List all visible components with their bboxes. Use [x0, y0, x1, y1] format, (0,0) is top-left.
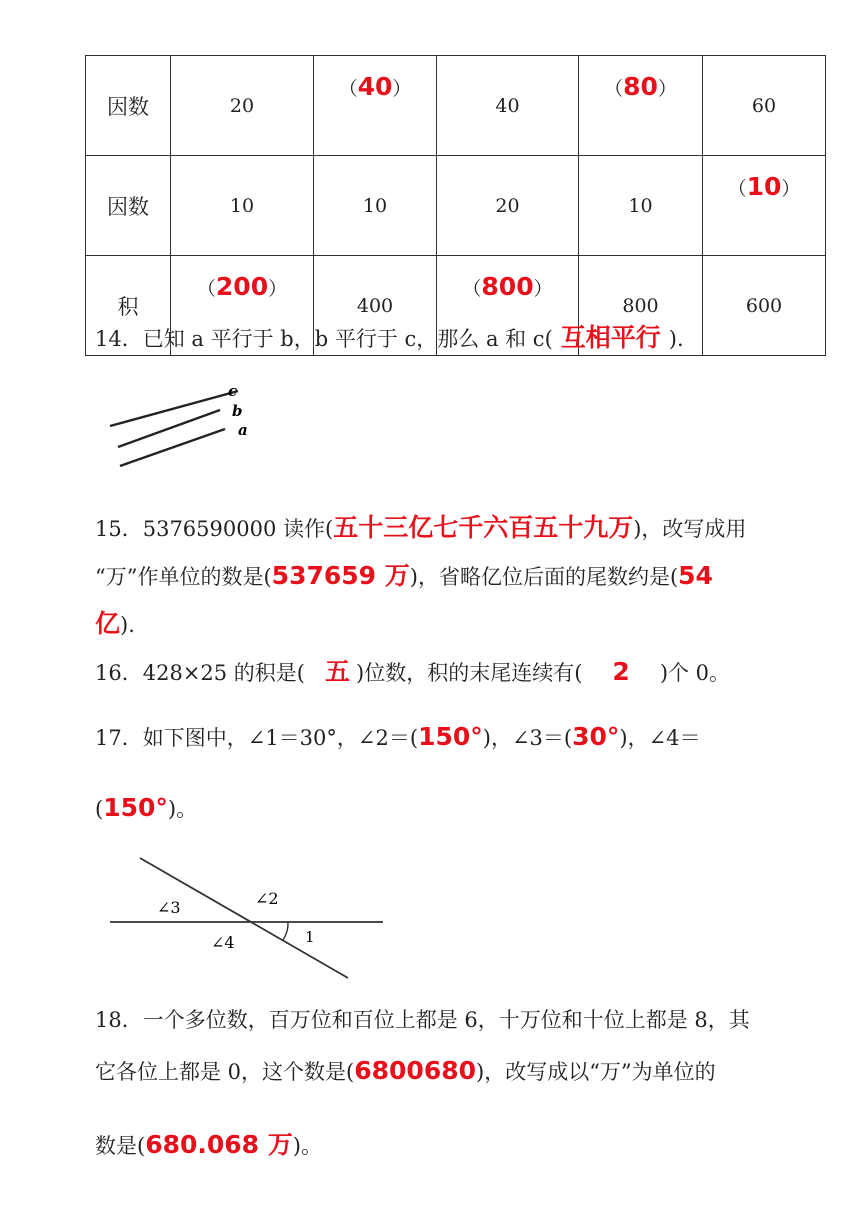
- q16-answer-digits: 五: [325, 657, 351, 686]
- label-a: a: [238, 421, 248, 439]
- q17-mid2: )，∠4＝: [619, 726, 701, 750]
- answer-value: 80: [623, 72, 658, 101]
- table-cell: [579, 56, 703, 156]
- table-cell: 40: [437, 56, 579, 156]
- q15-line2-prefix: “万”作单位的数是(: [95, 565, 272, 589]
- intersecting-lines-figure: [105, 852, 395, 987]
- q18-line2-prefix: 它各位上都是 0，这个数是(: [95, 1060, 355, 1084]
- factor-product-table: [85, 55, 826, 356]
- close-paren: ）: [533, 278, 553, 300]
- row-label: 因数: [86, 156, 171, 256]
- row-label: 因数: [86, 56, 171, 156]
- open-paren: （: [338, 78, 358, 100]
- question-14: [95, 318, 684, 354]
- table-cell: 20: [437, 156, 579, 256]
- q15-line3-suffix: ).: [120, 613, 135, 637]
- table-cell: 800: [579, 256, 703, 356]
- close-paren: ）: [781, 178, 801, 200]
- q15-suffix: )，改写成用: [633, 517, 747, 541]
- q14-answer: 互相平行: [560, 323, 661, 352]
- q16-answer-zeros: 2: [612, 657, 630, 686]
- table-cell: [703, 156, 826, 256]
- table-cell: 20: [171, 56, 314, 156]
- q14-suffix: ).: [668, 327, 684, 351]
- answer-value: 200: [215, 272, 269, 301]
- table-cell: [314, 56, 437, 156]
- answer-value: 800: [481, 272, 534, 301]
- angle4-label: ∠4: [211, 933, 235, 952]
- q15-prefix: 15．5376590000 读作(: [95, 517, 334, 541]
- question-15-line-3: [95, 604, 135, 640]
- table-cell: 10: [314, 156, 437, 256]
- close-paren: ）: [657, 78, 677, 100]
- open-paren: （: [196, 278, 216, 300]
- q18-answer-number: 6800680: [354, 1056, 476, 1085]
- table-row: [86, 56, 826, 156]
- q15-answer-wan: 537659 万: [271, 561, 410, 590]
- question-18-line-3: [95, 1125, 322, 1161]
- close-paren: ）: [392, 78, 412, 100]
- open-paren: （: [604, 78, 624, 100]
- question-18-line-2: [95, 1056, 716, 1086]
- label-b: b: [232, 402, 243, 420]
- q15-answer-yi: 亿: [95, 609, 121, 638]
- q17-mid1: )，∠3＝(: [482, 726, 573, 750]
- q17-answer-angle3: 30°: [572, 722, 620, 751]
- angle3-label: ∠3: [157, 898, 181, 917]
- row-label: 积: [86, 256, 171, 356]
- question-16: [95, 652, 730, 688]
- table-cell: 10: [579, 156, 703, 256]
- question-18-line-1: [95, 1004, 750, 1034]
- q18-line1: 18．一个多位数，百万位和百位上都是 6，十万位和十位上都是 8，其: [95, 1008, 750, 1032]
- q17-prefix: 17．如下图中，∠1＝30°，∠2＝(: [95, 726, 419, 750]
- answer-value: 10: [746, 172, 782, 201]
- answer-value: 40: [357, 72, 393, 101]
- q15-line2-mid: )，省略亿位后面的尾数约是(: [409, 565, 679, 589]
- q16-prefix: 16．428×25 的积是(: [95, 661, 305, 685]
- q16-mid: )位数，积的末尾连续有(: [356, 661, 583, 685]
- q18-line3-suffix: )。: [292, 1134, 322, 1158]
- table-cell: 60: [703, 56, 826, 156]
- open-paren: （: [727, 178, 747, 200]
- angle2-label: ∠2: [255, 889, 279, 908]
- q15-answer-yi-number: 54: [678, 561, 713, 590]
- q18-answer-wan: 680.068 万: [145, 1130, 293, 1159]
- close-paren: ）: [268, 278, 288, 300]
- open-paren: （: [462, 278, 482, 300]
- q16-suffix: )个 0。: [659, 661, 731, 685]
- q18-line2-suffix: )，改写成以“万”为单位的: [476, 1060, 716, 1084]
- q15-answer-reading: 五十三亿七千六百五十九万: [333, 513, 634, 542]
- parallel-lines-figure: [100, 380, 270, 475]
- q18-line3-prefix: 数是(: [95, 1134, 146, 1158]
- question-17-line-1: [95, 722, 701, 752]
- q17-answer-angle2: 150°: [418, 722, 483, 751]
- table-cell: 400: [314, 256, 437, 356]
- label-c: c: [228, 382, 238, 400]
- question-15-line-2: [95, 556, 713, 592]
- table-cell: 10: [171, 156, 314, 256]
- q17-answer-angle4: 150°: [103, 793, 168, 822]
- q14-prefix: 14．已知 a 平行于 b，b 平行于 c，那么 a 和 c(: [95, 327, 553, 351]
- question-17-line-2: [95, 793, 197, 823]
- table-row: [86, 156, 826, 256]
- q17-line2-prefix: (: [95, 797, 104, 821]
- question-15-line-1: [95, 508, 746, 544]
- angle1-label: 1: [305, 928, 315, 946]
- table-cell: 600: [703, 256, 826, 356]
- q17-line2-suffix: )。: [167, 797, 198, 821]
